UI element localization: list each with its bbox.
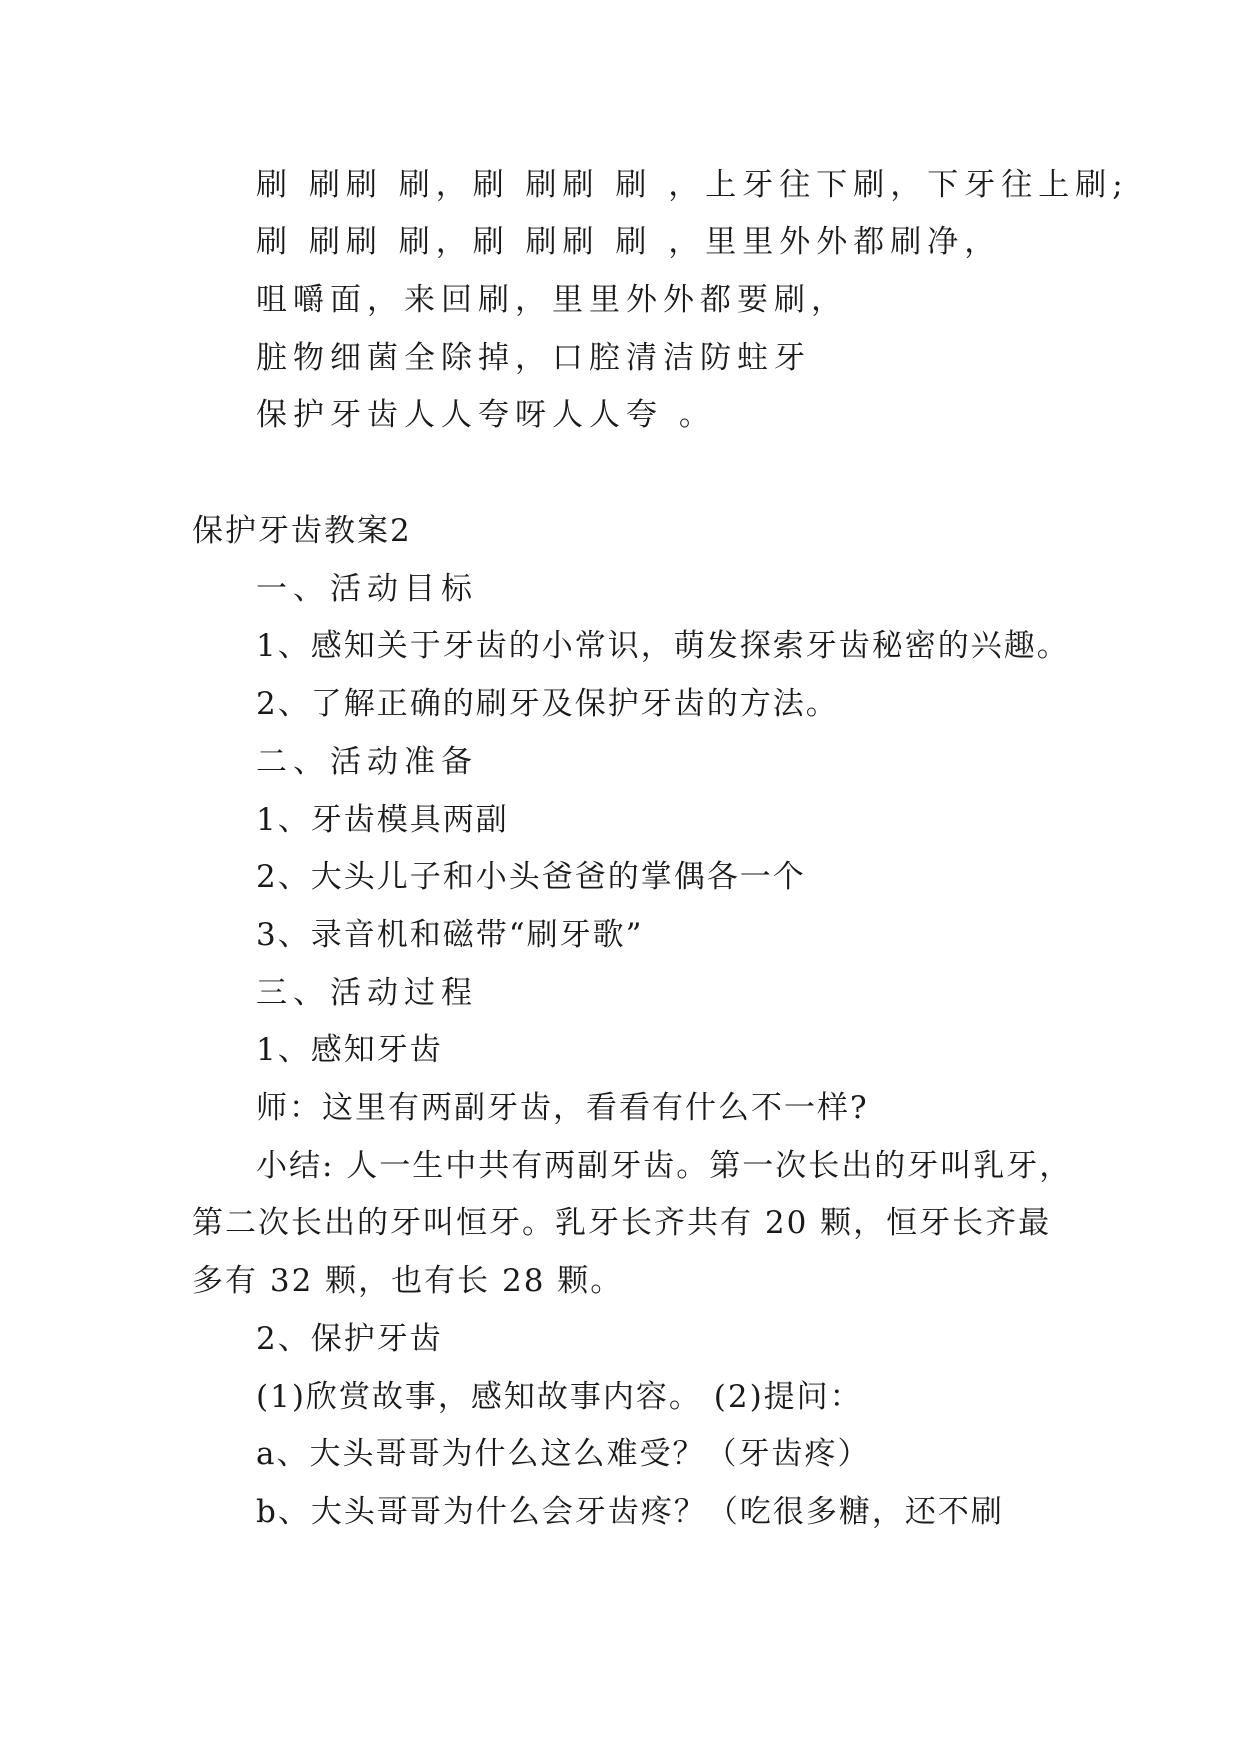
heading-objectives: 一、活动目标 <box>256 571 478 607</box>
objective-item-2: 2、了解正确的刷牙及保护牙齿的方法。 <box>256 686 839 722</box>
process-step-2: 2、保护牙齿 <box>256 1321 443 1357</box>
song-line-1: 刷 刷刷 刷，刷 刷刷 刷 ，上牙往下刷，下牙往上刷; <box>256 167 1129 203</box>
question-a: a、大头哥哥为什么这么难受？（牙齿疼） <box>256 1436 871 1472</box>
song-line-5: 保护牙齿人人夸呀人人夸 。 <box>256 397 716 433</box>
summary-line-1: 小结: 人一生中共有两副牙齿。第一次长出的牙叫乳牙， <box>256 1148 1073 1184</box>
summary-line-2: 第二次长出的牙叫恒牙。乳牙长齐共有 20 颗，恒牙长齐最 <box>192 1205 1052 1241</box>
song-line-4: 脏物细菌全除掉，口腔清洁防蛀牙 <box>256 340 811 376</box>
song-line-3: 咀嚼面，来回刷，里里外外都要刷， <box>256 282 848 318</box>
summary-line-3: 多有 32 颗，也有长 28 颗。 <box>192 1263 624 1299</box>
preparation-item-3: 3、录音机和磁带“刷牙歌” <box>256 917 644 953</box>
heading-process: 三、活动过程 <box>256 975 478 1011</box>
process-step-1: 1、感知牙齿 <box>256 1032 443 1068</box>
song-line-2: 刷 刷刷 刷，刷 刷刷 刷 ，里里外外都刷净， <box>256 224 1002 260</box>
preparation-item-2: 2、大头儿子和小头爸爸的掌偶各一个 <box>256 859 806 895</box>
story-activity: (1)欣赏故事，感知故事内容。 (2)提问： <box>256 1379 863 1415</box>
question-b: b、大头哥哥为什么会牙齿疼？（吃很多糖，还不刷 <box>256 1494 1004 1530</box>
section-title: 保护牙齿教案2 <box>192 513 412 549</box>
teacher-question: 师：这里有两副牙齿，看看有什么不一样? <box>256 1090 869 1126</box>
preparation-item-1: 1、牙齿模具两副 <box>256 802 509 838</box>
heading-preparation: 二、活动准备 <box>256 744 478 780</box>
objective-item-1: 1、感知关于牙齿的小常识，萌发探索牙齿秘密的兴趣。 <box>256 628 1070 664</box>
